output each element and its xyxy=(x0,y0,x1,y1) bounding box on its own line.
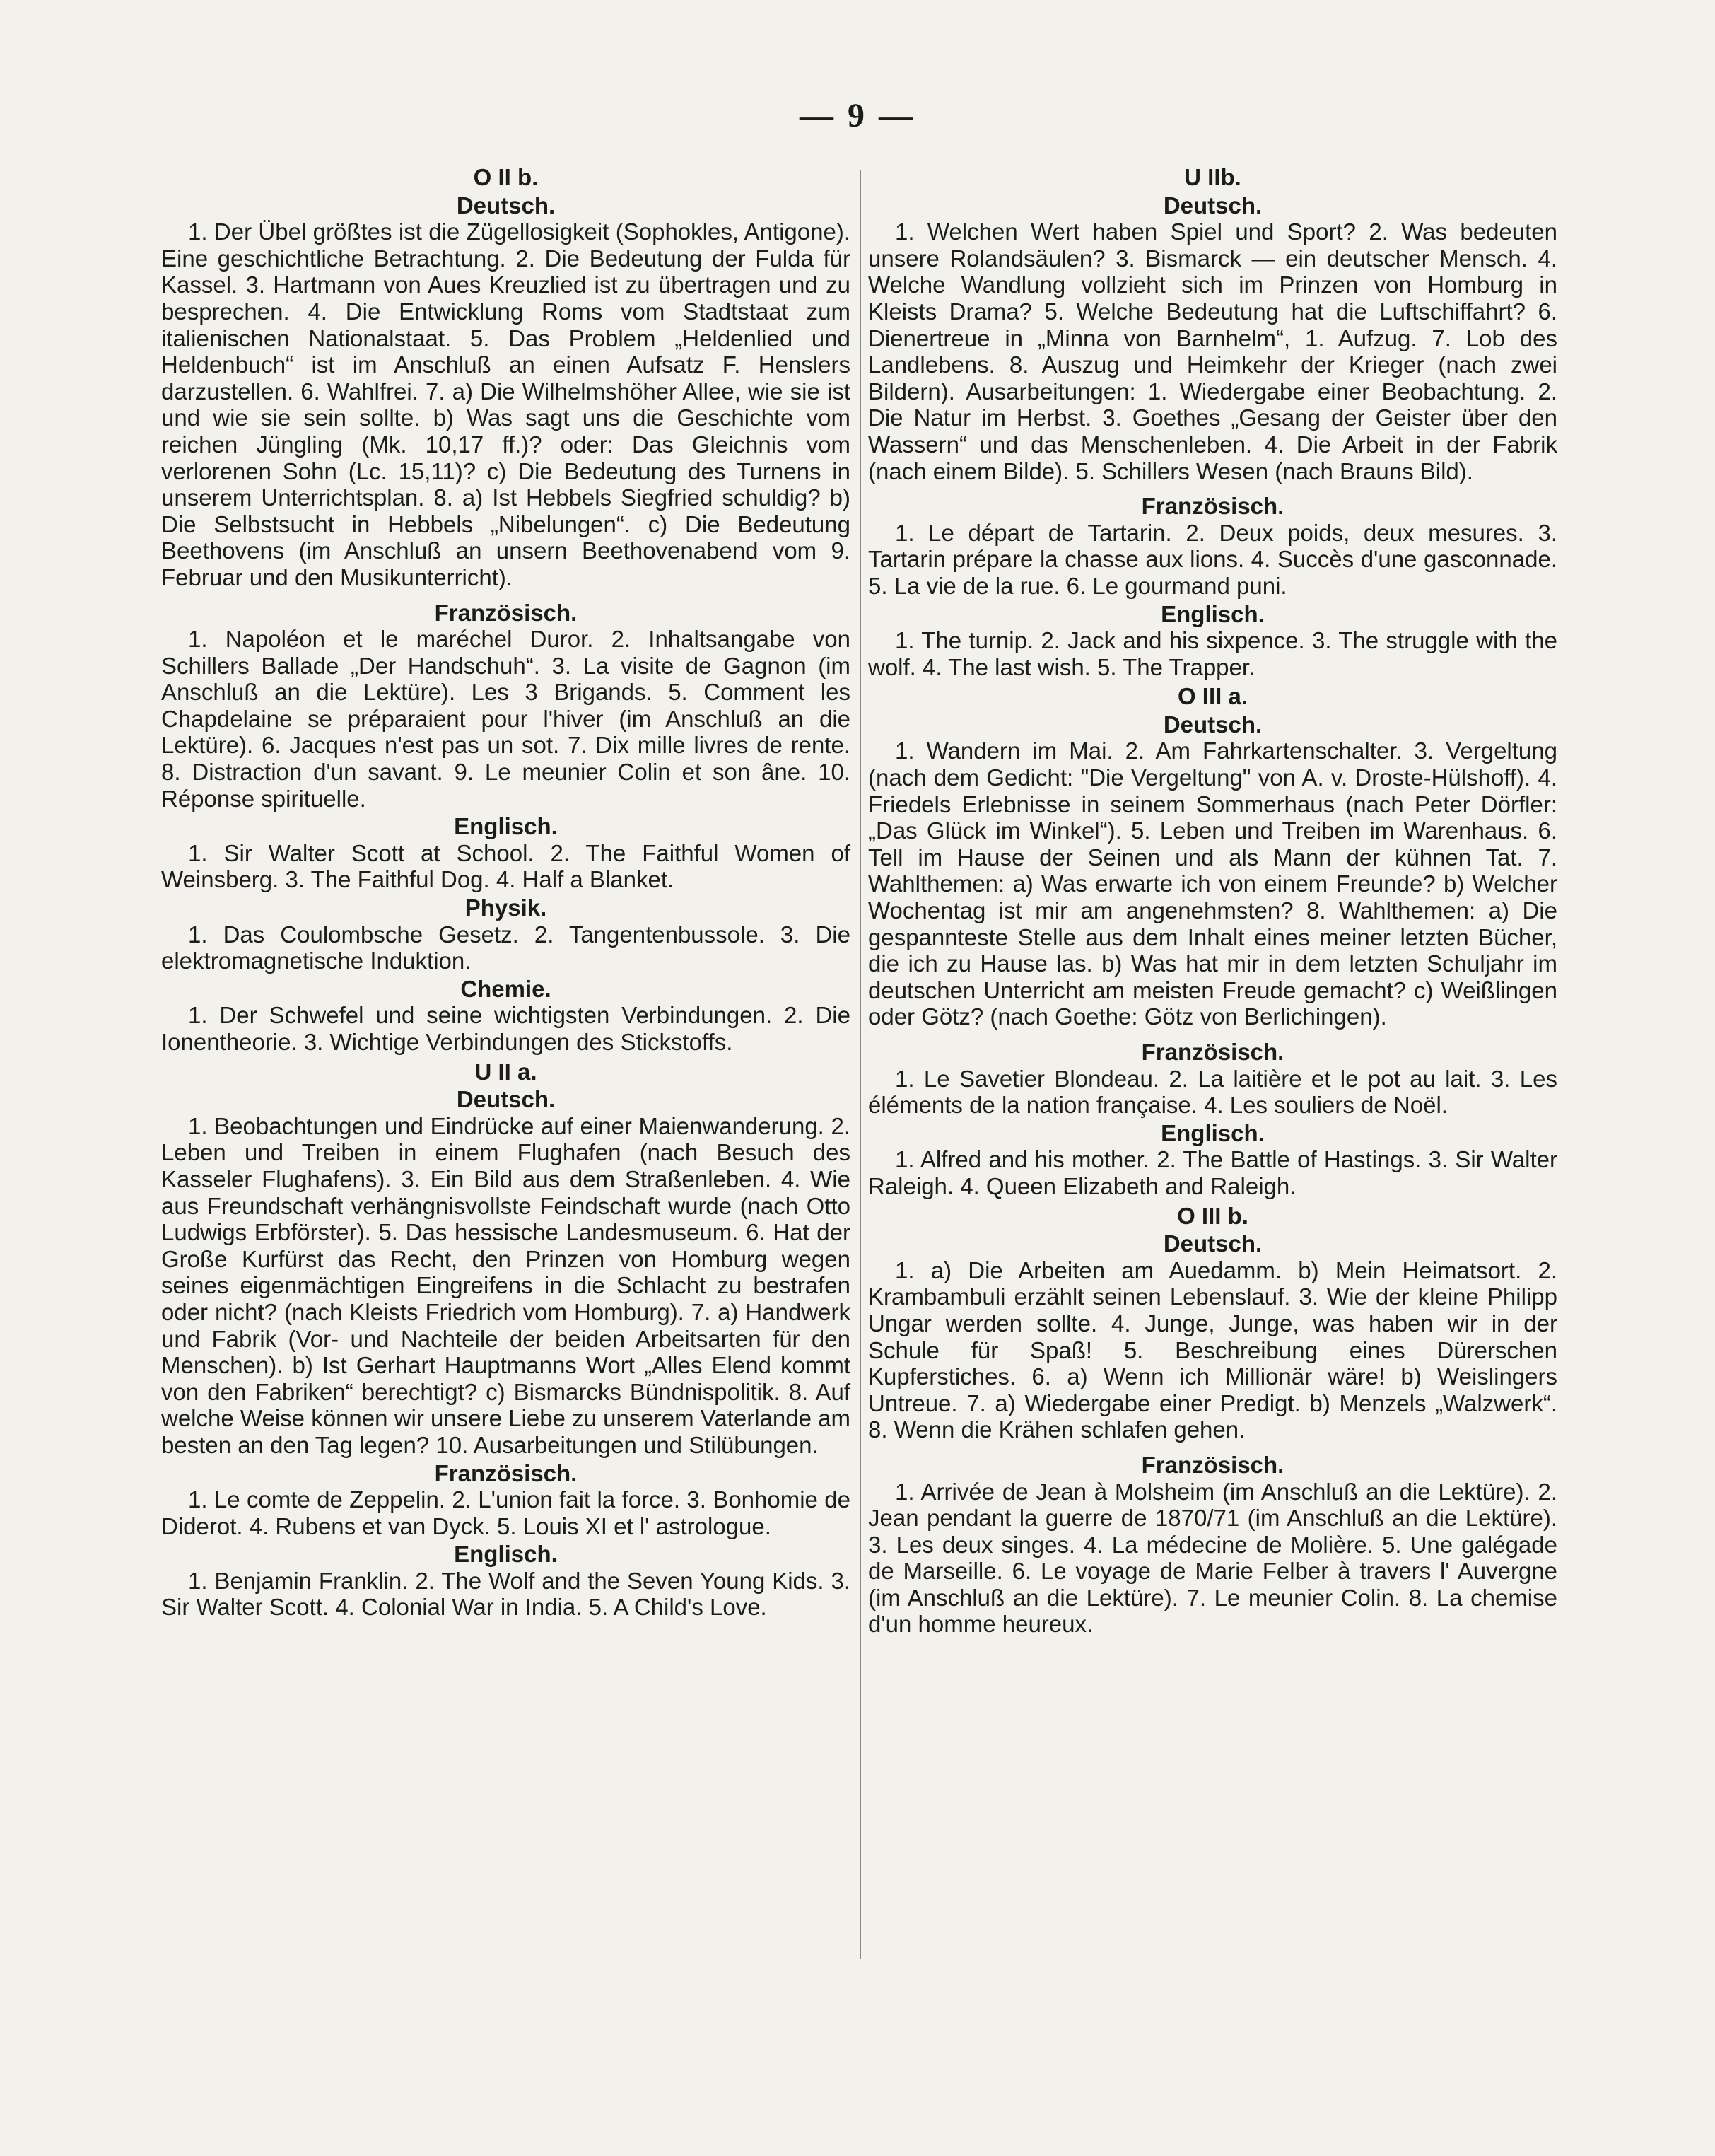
topic-list: 1. Benjamin Franklin. 2. The Wolf and the Seven Young Kids. 3. Sir Walter Scott. 4. Colonial War in India. 5. A Child's Love. xyxy=(161,1567,850,1621)
topic-list: 1. Le Savetier Blondeau. 2. La laitière et le pot au lait. 3. Les éléments de la nation française. 4. Les souliers de Noël. xyxy=(868,1065,1557,1119)
column-divider xyxy=(860,170,861,1959)
subject-heading: Chemie. xyxy=(460,975,551,1002)
subject-heading: Französisch. xyxy=(434,599,578,626)
subject-heading: Englisch. xyxy=(1161,1119,1265,1146)
subject-heading: Französisch. xyxy=(1141,1451,1284,1478)
topic-list: 1. Le comte de Zeppelin. 2. L'union fait la force. 3. Bonhomie de Diderot. 4. Rubens et van Dyck. 5. Louis XI et l' astrologue. xyxy=(161,1486,850,1539)
subject-heading: Englisch. xyxy=(1161,600,1265,627)
subject-heading: Deutsch. xyxy=(1163,192,1263,218)
topic-list: 1. Der Übel größtes ist die Zügellosigkeit (Sophokles, Antigone). Eine geschichtliche Betrachtung. 2. Die Bedeutung der Fulda für Kassel. 3. Hartmann von Aues Kreuzlied ist zu übertragen und zu besprechen. 4. Die Entwicklung Roms vom Stadtstaat zum italienischen Nationalstaat. 5. Das Problem „Heldenlied und Heldenbuch“ ist im Anschluß an einen Aufsatz F. Henslers darzustellen. 6. Wahlfrei. 7. a) Die Wilhelmshöher Allee, wie sie ist und wie sie sein sollte. b) Was sagt uns die Geschichte vom reichen Jüngling (Mk. 10,17 ff.)? oder: Das Gleichnis vom verlorenen Sohn (Lc. 15,11)? c) Die Bedeutung des Turnens in unserem Unterrichtsplan. 8. a) Ist Hebbels Siegfried schuldig? b) Die Selbstsucht in Hebbels „Nibelungen“. c) Die Bedeutung Beethovens (im Anschluß an unsern Beethovenabend vom 9. Februar und den Musikunterricht). xyxy=(161,218,850,590)
topic-list: 1. Arrivée de Jean à Molsheim (im Anschluß an die Lektüre). 2. Jean pendant la guerre de 1870/71 (im Anschluß an die Lektüre). 3. Les deux singes. 4. La médecine de Molière. 5. Une galégade de Marseille. 6. Le voyage de Marie Felber à travers l' Auvergne (im Anschluß an die Lektüre). 7. Le meunier Colin. 8. La chemise d'un homme heureux. xyxy=(868,1478,1557,1638)
class-heading: O III a. xyxy=(1177,683,1248,710)
right-column xyxy=(868,161,1557,1638)
topic-list: 1. Wandern im Mai. 2. Am Fahrkartenschalter. 3. Vergeltung (nach dem Gedicht: "Die Vergeltung" von A. v. Droste-Hülshoff). 4. Friedels Erlebnisse in seinem Sommerhaus (nach Peter Dörfler: „Das Glück im Winkel“). 5. Leben und Treiben im Warenhaus. 6. Tell im Hause der Seinen und als Mann der kühnen Tat. 7. Wahlthemen: a) Was erwarte ich von einem Freunde? b) Welcher Wochentag ist mir am angenehmsten? 8. Wahlthemen: a) Die gespannteste Stelle aus dem Inhalt eines meiner letzten Bücher, die ich zu Hause las. b) Was hat mir in dem letzten Schuljahr im deutschen Unterricht am meisten Freude gemacht? c) Weißlingen oder Götz? (nach Goethe: Götz von Berlichingen). xyxy=(868,738,1557,1030)
subject-heading: Deutsch. xyxy=(1163,1230,1263,1257)
subject-heading: Deutsch. xyxy=(456,1086,556,1113)
topic-list: 1. Napoléon et le maréchel Duror. 2. Inhaltsangabe von Schillers Ballade „Der Handschuh“. 3. La visite de Gagnon (im Anschluß an die Lektüre). Les 3 Brigands. 5. Comment les Chapdelaine se préparaient pour l'hiver (im Anschluß an die Lektüre). 6. Jacques n'est pas un sot. 7. Dix mille livres de rente. 8. Distraction d'un savant. 9. Le meunier Colin et son âne. 10. Réponse spirituelle. xyxy=(161,626,850,812)
subject-heading: Physik. xyxy=(464,895,547,921)
topic-list: 1. Welchen Wert haben Spiel und Sport? 2. Was bedeuten unsere Rolandsäulen? 3. Bismarck — ein deutscher Mensch. 4. Welche Wandlung vollzieht sich im Prinzen von Homburg in Kleists Drama? 5. Welche Bedeutung hat die Luftschiffahrt? 6. Dienertreue in „Minna von Barnhelm“, 1. Aufzug. 7. Lob des Landlebens. 8. Auszug und Heimkehr der Krieger (nach zwei Bildern). Ausarbeitungen: 1. Wiedergabe einer Beobachtung. 2. Die Natur im Herbst. 3. Goethes „Gesang der Geister über den Wassern“ und das Menschenleben. 4. Die Arbeit in der Fabrik (nach einem Bilde). 5. Schillers Wesen (nach Brauns Bild). xyxy=(868,218,1557,484)
subject-heading: Englisch. xyxy=(454,1541,558,1568)
topic-list: 1. Le départ de Tartarin. 2. Deux poids, deux mesures. 3. Tartarin prépare la chasse aux lions. 4. Succès d'une gasconnade. 5. La vie de la rue. 6. Le gourmand puni. xyxy=(868,519,1557,599)
subject-heading: Französisch. xyxy=(434,1459,578,1486)
topic-list: 1. Beobachtungen und Eindrücke auf einer Maienwanderung. 2. Leben und Treiben in einem Flughafen (nach Besuch des Kasseler Flughafens). 3. Ein Bild aus dem Straßenleben. 4. Wie aus Freundschaft verhängnisvollste Feindschaft wurde (nach Otto Ludwigs Erbförster). 5. Das hessische Landesmuseum. 6. Hat der Große Kurfürst das Recht, den Prinzen von Homburg wegen seines eigenmächtigen Eingreifens in die Schlacht zu bestrafen oder nicht? (nach Kleists Friedrich vom Homburg). 7. a) Handwerk und Fabrik (Vor- und Nachteile der beiden Arbeitsarten für den Menschen). b) Ist Gerhart Hauptmanns Wort „Alles Elend kommt von den Fabriken“ berechtigt? c) Bismarcks Bündnispolitik. 8. Auf welche Weise können wir unsere Liebe zu unserem Vaterlande am besten an den Tag legen? 10. Ausarbeitungen und Stilübungen. xyxy=(161,1112,850,1458)
subject-heading: Deutsch. xyxy=(1163,711,1263,738)
class-heading: U II a. xyxy=(474,1058,537,1085)
subject-heading: Französisch. xyxy=(1141,1039,1284,1065)
class-heading: U IIb. xyxy=(1184,164,1241,190)
page-number: — 9 — xyxy=(800,97,915,134)
class-heading: O II b. xyxy=(473,164,539,190)
topic-list: 1. Alfred and his mother. 2. The Battle of Hastings. 3. Sir Walter Raleigh. 4. Queen Elizabeth and Raleigh. xyxy=(868,1146,1557,1199)
topic-list: 1. a) Die Arbeiten am Auedamm. b) Mein Heimatsort. 2. Krambambuli erzählt seinen Lebenslauf. 3. Wie der kleine Philipp Ungar werden sollte. 4. Junge, Junge, was haben wir in der Schule für Spaß! 5. Beschreibung eines Dürerschen Kupferstiches. 6. a) Wenn ich Millionär wäre! b) Weislingers Untreue. 7. a) Wiedergabe einer Predigt. b) Menzels „Walzwerk“. 8. Wenn die Krähen schlafen gehen. xyxy=(868,1257,1557,1443)
topic-list: 1. The turnip. 2. Jack and his sixpence. 3. The struggle with the wolf. 4. The last wish. 5. The Trapper. xyxy=(868,627,1557,680)
subject-heading: Französisch. xyxy=(1141,493,1284,520)
topic-list: 1. Sir Walter Scott at School. 2. The Faithful Women of Weinsberg. 3. The Faithful Dog. 4. Half a Blanket. xyxy=(161,839,850,893)
class-heading: O III b. xyxy=(1177,1202,1248,1229)
left-column xyxy=(161,161,850,1621)
subject-heading: Englisch. xyxy=(454,813,558,840)
topic-list: 1. Das Coulombsche Gesetz. 2. Tangentenbussole. 3. Die elektromagnetische Induktion. xyxy=(161,921,850,974)
subject-heading: Deutsch. xyxy=(456,192,556,218)
topic-list: 1. Der Schwefel und seine wichtigsten Verbindungen. 2. Die Ionentheorie. 3. Wichtige Verbindungen des Stickstoffs. xyxy=(161,1002,850,1055)
